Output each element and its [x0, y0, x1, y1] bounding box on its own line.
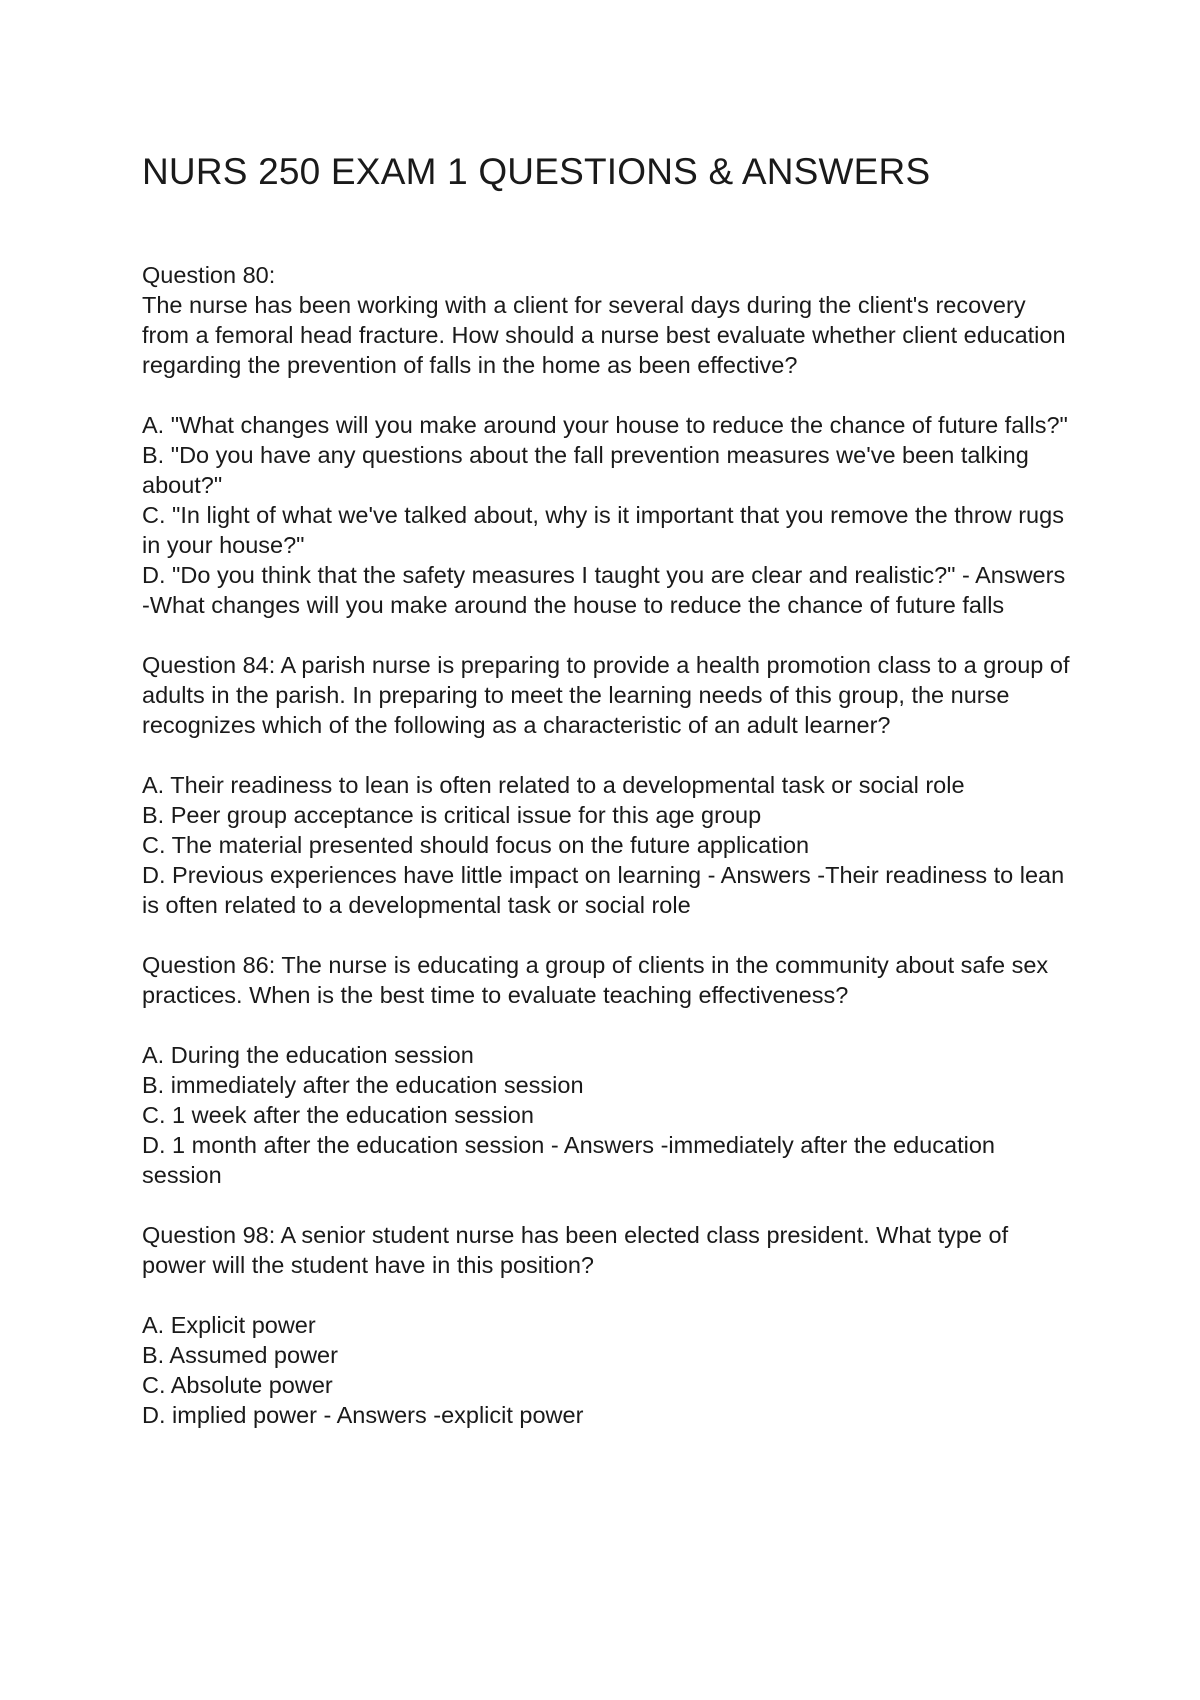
option-a: A. Explicit power	[142, 1312, 316, 1339]
option-a: A. "What changes will you make around your house to reduce the chance of future falls?"	[142, 412, 1068, 439]
option-d-with-answer: D. "Do you think that the safety measures I taught you are clear and realistic?" - Answers -What changes will you make around the house to reduce the chance of future falls	[142, 562, 1066, 619]
question-text: Question 84: A parish nurse is preparing to provide a health promotion class to a group of adults in the parish. In preparing to meet the learning needs of this group, the nurse recognizes which of the following as a characteristic of an adult learner?	[142, 652, 1070, 739]
question-text: Question 86: The nurse is educating a group of clients in the community about safe sex practices. When is the best time to evaluate teaching effectiveness?	[142, 952, 1049, 1009]
option-c: C. "In light of what we've talked about, why is it important that you remove the throw rugs in your house?"	[142, 502, 1064, 559]
document-title: NURS 250 EXAM 1 QUESTIONS & ANSWERS	[142, 151, 931, 192]
document-page	[142, 150, 1072, 1460]
option-a: A. During the education session	[142, 1042, 474, 1069]
answer-options	[142, 1310, 1072, 1430]
question-block-98	[142, 1220, 1072, 1430]
option-c: C. 1 week after the education session	[142, 1102, 534, 1129]
question-text: The nurse has been working with a client for several days during the client's recovery from a femoral head fracture. How should a nurse best evaluate whether client education regarding the prevention of falls in the home as been effective?	[142, 292, 1066, 379]
answer-options	[142, 410, 1072, 620]
option-d-with-answer: D. Previous experiences have little impact on learning - Answers -Their readiness to lean is often related to a developmental task or social role	[142, 862, 1065, 919]
option-b: B. "Do you have any questions about the fall prevention measures we've been talking about?"	[142, 442, 1029, 499]
question-block-84	[142, 650, 1072, 920]
answer-options	[142, 770, 1072, 920]
question-block-80	[142, 260, 1072, 620]
question-heading: Question 80:	[142, 262, 276, 289]
question-block-86	[142, 950, 1072, 1190]
option-b: B. immediately after the education session	[142, 1072, 584, 1099]
option-d-with-answer: D. 1 month after the education session - Answers -immediately after the education session	[142, 1132, 995, 1189]
question-text: Question 98: A senior student nurse has been elected class president. What type of power will the student have in this position?	[142, 1222, 1009, 1279]
option-c: C. Absolute power	[142, 1372, 333, 1399]
answer-options	[142, 1040, 1072, 1190]
option-a: A. Their readiness to lean is often related to a developmental task or social role	[142, 772, 965, 799]
option-b: B. Peer group acceptance is critical issue for this age group	[142, 802, 762, 829]
option-d-with-answer: D. implied power - Answers -explicit power	[142, 1402, 584, 1429]
option-c: C. The material presented should focus on the future application	[142, 832, 810, 859]
option-b: B. Assumed power	[142, 1342, 338, 1369]
